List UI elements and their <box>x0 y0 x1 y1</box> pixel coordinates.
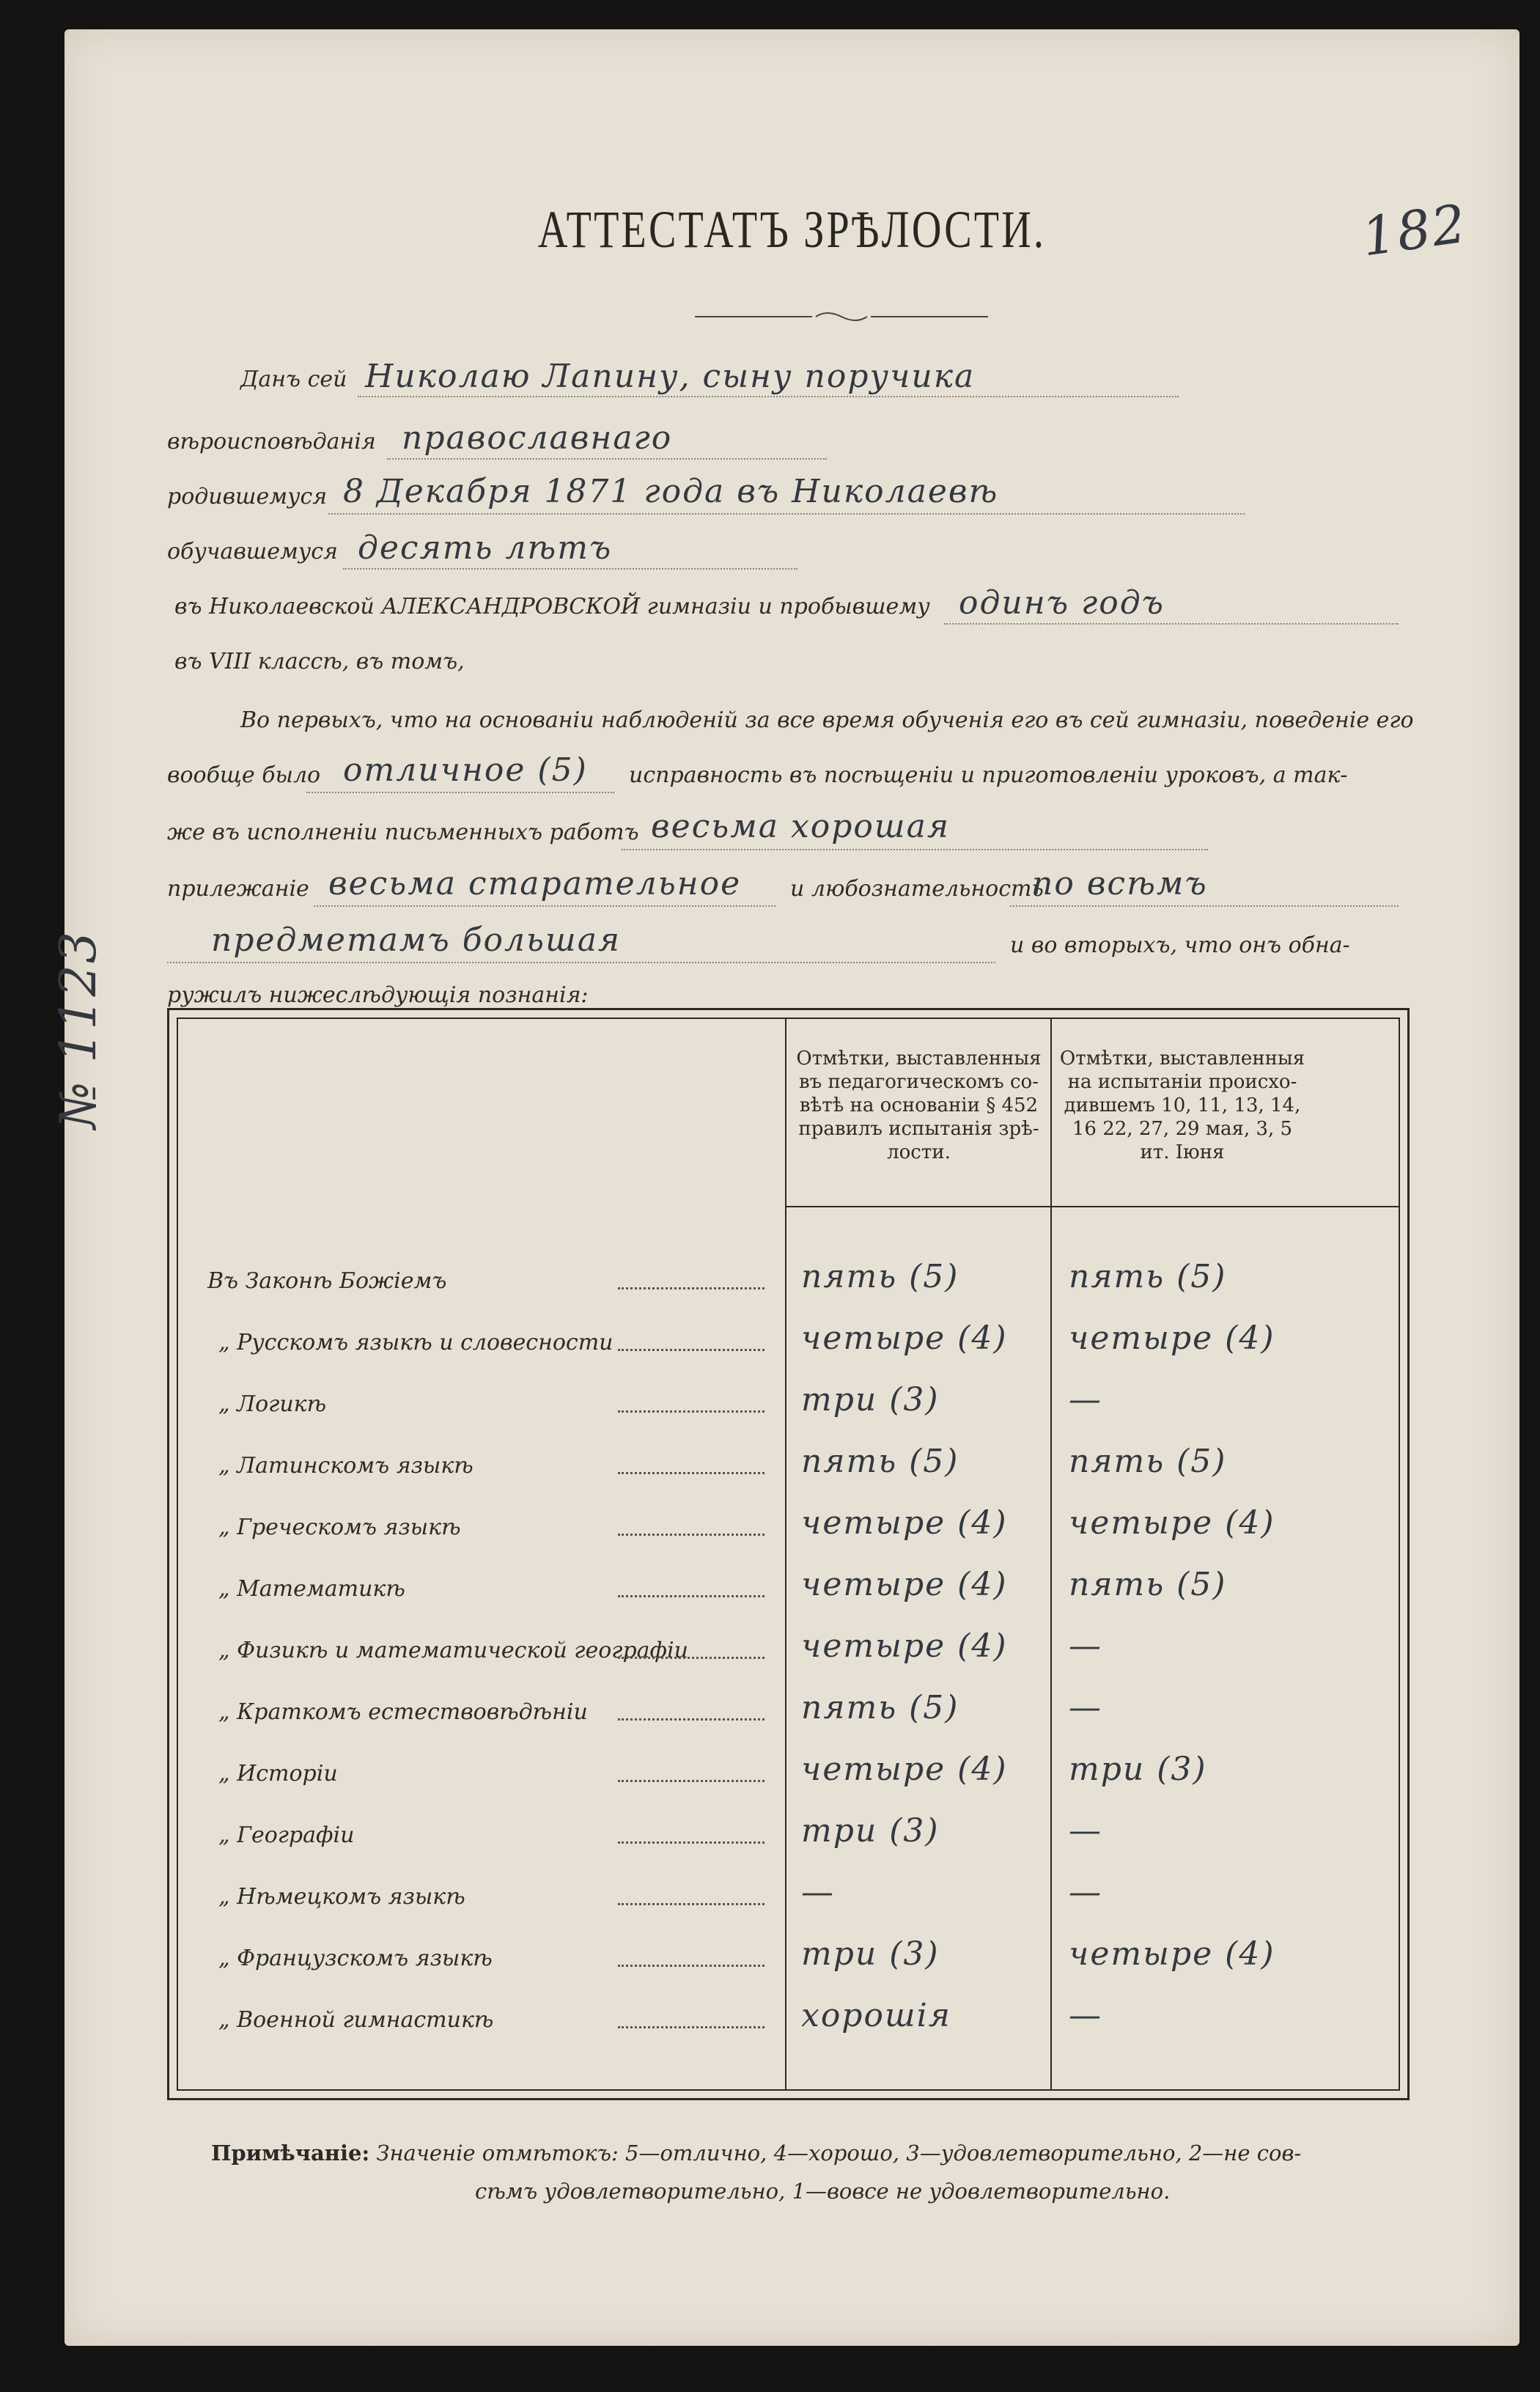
exam-mark: пять (5) <box>1069 1443 1227 1480</box>
note-text-1: Значеніе отмѣтокъ: 5—отлично, 4—хорошо, 3—удовлетворительно, 2—не сов- <box>376 2141 1302 2165</box>
title-ornament <box>695 309 988 324</box>
label-studied: обучавшемуся <box>167 539 338 564</box>
exam-mark: — <box>1069 1874 1102 1911</box>
marks-note <box>211 2141 1421 2165</box>
leader-dots <box>618 1780 765 1782</box>
subject-label: „ Военной гимнастикѣ <box>218 2007 494 2033</box>
label-behavior: вообще было <box>167 762 321 788</box>
exam-mark: — <box>1069 1997 1102 2034</box>
label-assiduity: прилежаніе <box>167 876 309 902</box>
grades-table <box>167 1008 1410 2100</box>
leader-dots <box>618 1841 765 1844</box>
firstly-text: Во первыхъ, что на основаніи наблюденій за все время обученія его въ сей гимназіи, поведеніе его <box>240 707 1414 733</box>
label-gymnasium: въ Николаевской АЛЕКСАНДРОВСКОЙ гимназіи и пробывшему <box>174 594 930 619</box>
pedagogical-mark: пять (5) <box>801 1443 959 1480</box>
column-divider-1 <box>785 1019 786 2089</box>
certificate-page <box>50 29 1519 2346</box>
subject-label: „ Исторіи <box>218 1761 338 1786</box>
subjects-handwriting: предметамъ большая <box>211 921 622 959</box>
pedagogical-mark: три (3) <box>801 1381 940 1418</box>
dotline-1 <box>358 396 1179 397</box>
exam-mark: четыре (4) <box>1069 1935 1275 1973</box>
pedagogical-mark: пять (5) <box>801 1258 959 1295</box>
pedagogical-mark: четыре (4) <box>801 1320 1008 1357</box>
leader-dots <box>618 1965 765 1967</box>
label-class: въ VIII классѣ, въ томъ, <box>174 649 465 674</box>
dotline-4 <box>343 568 797 570</box>
subject-label: „ Физикѣ и математической географіи <box>218 1638 688 1663</box>
exam-mark: четыре (4) <box>1069 1320 1275 1357</box>
exam-mark: четыре (4) <box>1069 1504 1275 1542</box>
birth-handwriting: 8 Декабря 1871 года въ Николаевѣ <box>343 473 999 510</box>
subject-label: „ Русскомъ языкѣ и словесности <box>218 1330 614 1355</box>
dotline-11 <box>167 962 995 963</box>
subject-label: „ Математикѣ <box>218 1576 405 1602</box>
name-handwriting: Николаю Лапину, сыну поручика <box>365 358 976 395</box>
subject-label: „ Французскомъ языкѣ <box>218 1946 493 1971</box>
dotline-5 <box>944 623 1399 625</box>
exam-mark: — <box>1069 1381 1102 1418</box>
register-number: № 1123 <box>50 930 108 1129</box>
stay-handwriting: одинъ годъ <box>959 584 1165 622</box>
label-given-to: Данъ сей <box>240 367 347 392</box>
note-label: Примѣчаніе: <box>211 2141 370 2165</box>
leader-dots <box>618 1410 765 1413</box>
subject-label: „ Нѣмецкомъ языкѣ <box>218 1884 465 1910</box>
pedagogical-mark: четыре (4) <box>801 1566 1008 1603</box>
assiduity-handwriting: весьма старательное <box>328 865 742 902</box>
written-works-handwriting: весьма хорошая <box>651 808 950 845</box>
leader-dots <box>618 2026 765 2028</box>
leader-dots <box>618 1718 765 1721</box>
header-rule <box>785 1206 1399 1207</box>
exam-mark: пять (5) <box>1069 1566 1227 1603</box>
header-pedagogical-marks: Отмѣтки, выставленныя въ педагогическомъ со- вѣтѣ на основаніи § 452 правилъ испытанія зрѣ- лости. <box>796 1048 1042 1163</box>
exam-mark: — <box>1069 1689 1102 1726</box>
leader-dots <box>618 1472 765 1474</box>
dotline-2 <box>387 458 827 460</box>
leader-dots <box>618 1903 765 1905</box>
pedagogical-mark: пять (5) <box>801 1689 959 1726</box>
label-born: родившемуся <box>167 484 328 509</box>
label-curiosity: и любознательность <box>790 876 1044 902</box>
subject-label: „ Логикѣ <box>218 1391 327 1417</box>
exam-mark: — <box>1069 1812 1102 1850</box>
leader-dots <box>618 1287 765 1289</box>
dotline-9 <box>622 849 1208 850</box>
subject-label: Въ Законѣ Божіемъ <box>207 1268 447 1294</box>
dotline-8 <box>306 792 614 793</box>
page-number: 182 <box>1357 192 1471 268</box>
pedagogical-mark: четыре (4) <box>801 1627 1008 1665</box>
note-text-2: сѣмъ удовлетворительно, 1—вовсе не удовлетворительно. <box>475 2179 1171 2204</box>
leader-dots <box>618 1534 765 1536</box>
subject-label: „ Географіи <box>218 1822 355 1848</box>
pedagogical-mark: хорошія <box>801 1997 951 2034</box>
subject-label: „ Краткомъ естествовѣдѣніи <box>218 1699 588 1725</box>
pedagogical-mark: три (3) <box>801 1812 940 1850</box>
leader-dots <box>618 1595 765 1597</box>
label-confession: вѣроисповѣданія <box>167 429 376 455</box>
leader-dots <box>618 1657 765 1659</box>
dotline-3 <box>328 513 1245 515</box>
pedagogical-mark: три (3) <box>801 1935 940 1973</box>
years-handwriting: десять лѣтъ <box>358 529 613 567</box>
confession-handwriting: православнаго <box>402 419 673 457</box>
exam-mark: пять (5) <box>1069 1258 1227 1295</box>
pedagogical-mark: — <box>801 1874 835 1911</box>
subject-label: „ Греческомъ языкѣ <box>218 1515 461 1540</box>
label-written-works: же въ исполненіи письменныхъ работъ <box>167 820 639 845</box>
exam-mark: — <box>1069 1627 1102 1665</box>
label-knowledge: ружилъ нижеслѣдующія познанія: <box>167 982 589 1008</box>
label-diligence: исправность въ посѣщеніи и приготовленіи уроковъ, а так- <box>629 762 1348 788</box>
subject-label: „ Латинскомъ языкѣ <box>218 1453 474 1479</box>
pedagogical-mark: четыре (4) <box>801 1504 1008 1542</box>
behavior-handwriting: отличное (5) <box>343 751 588 789</box>
document-title: АТТЕСТАТЪ ЗРѢЛОСТИ. <box>537 200 1047 259</box>
pedagogical-mark: четыре (4) <box>801 1751 1008 1788</box>
leader-dots <box>618 1349 765 1351</box>
curiosity-handwriting: по всѣмъ <box>1032 865 1208 902</box>
exam-mark: три (3) <box>1069 1751 1207 1788</box>
label-secondly: и во вторыхъ, что онъ обна- <box>1010 932 1350 958</box>
dotline-10a <box>314 905 775 907</box>
dotline-10b <box>1010 905 1399 907</box>
column-divider-2 <box>1050 1019 1052 2089</box>
header-exam-marks: Отмѣтки, выставленныя на испытаніи происхо- дившемъ 10, 11, 13, 14, 16 22, 27, 29 мая, 3, 5 ит. Іюня <box>1059 1048 1305 1163</box>
